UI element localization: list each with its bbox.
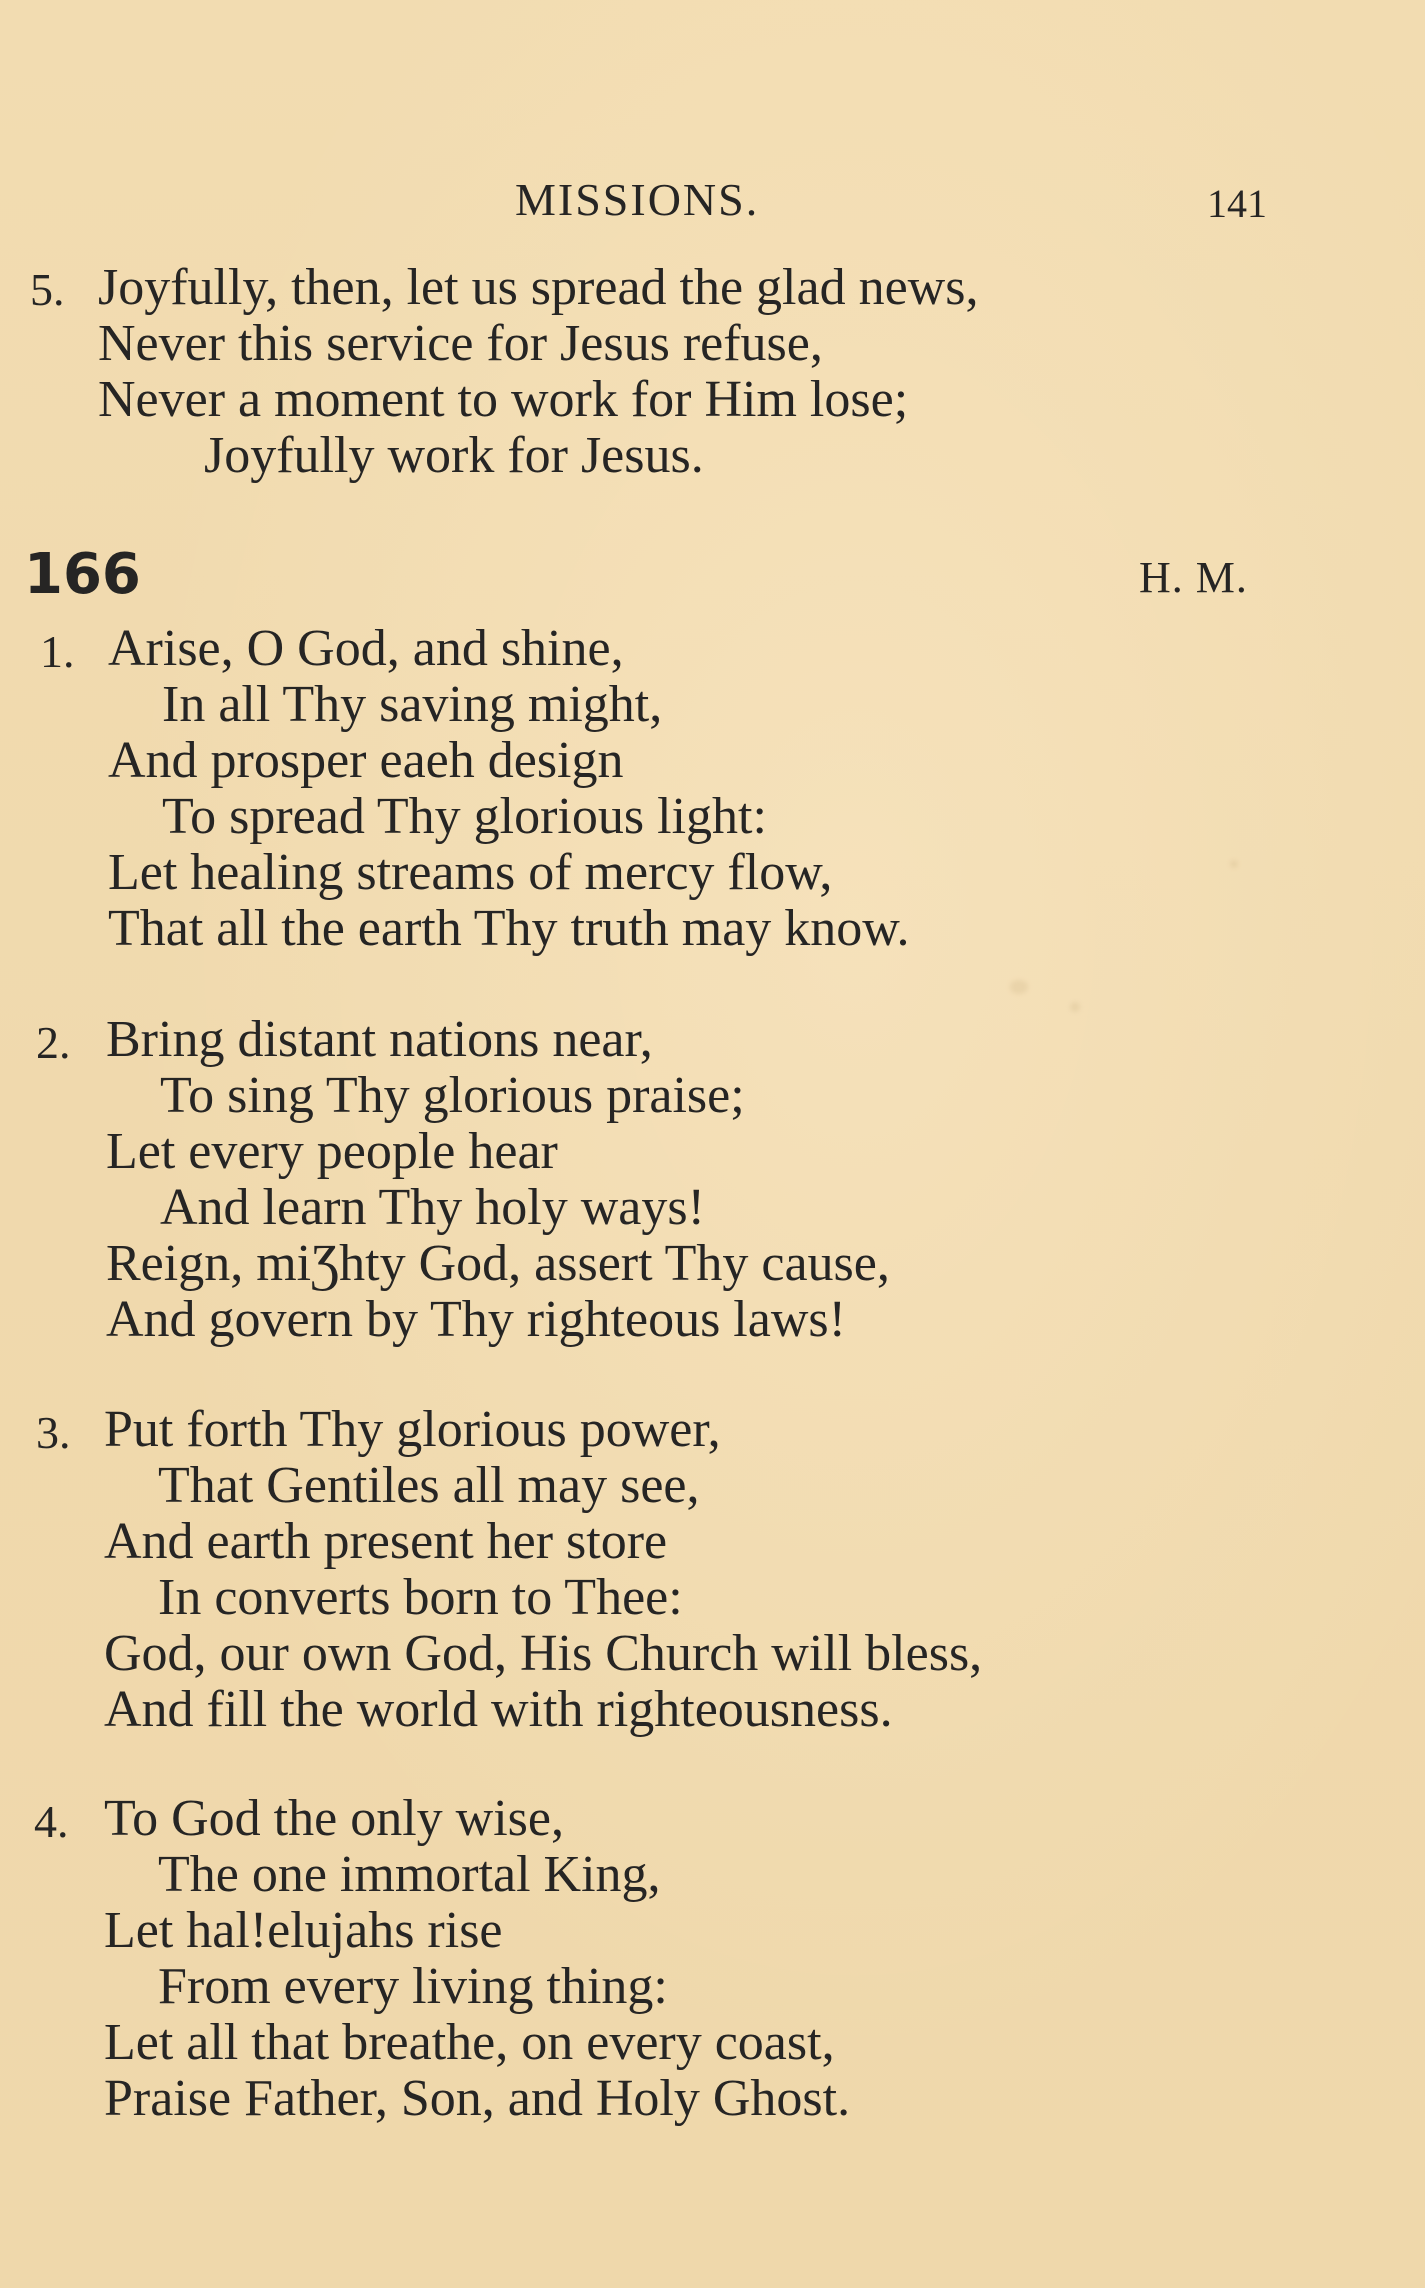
- verse-line: Let every people hear: [106, 1123, 558, 1180]
- verse-line: That all the earth Thy truth may know.: [108, 900, 910, 957]
- verse-line: Joyfully, then, let us spread the glad news,: [98, 259, 979, 316]
- verse-number: 4.: [34, 1796, 69, 1847]
- verse-line: To sing Thy glorious praise;: [160, 1067, 745, 1124]
- running-head: [0, 172, 1425, 232]
- verse-line: To spread Thy glorious light:: [162, 788, 767, 845]
- paper-speck: [1010, 980, 1028, 994]
- verse-line: And earth present her store: [104, 1513, 668, 1570]
- verse-line: Let healing streams of mercy flow,: [108, 844, 833, 901]
- verse-number: 5.: [30, 264, 65, 315]
- hymn-meter: H. M.: [1139, 553, 1248, 602]
- verse-line: And prosper eaeh design: [108, 732, 624, 789]
- page-number: 141: [1207, 181, 1267, 226]
- verse-line: In converts born to Thee:: [158, 1569, 683, 1626]
- verse-line: God, our own God, His Church will bless,: [104, 1625, 983, 1682]
- verse-line: And govern by Thy righteous laws!: [106, 1291, 846, 1348]
- verse-line: That Gentiles all may see,: [158, 1457, 700, 1514]
- verse-line: The one immortal King,: [158, 1846, 661, 1903]
- verse-line: Joyfully work for Jesus.: [204, 427, 704, 484]
- verse-line: From every living thing:: [158, 1958, 668, 2015]
- verse-number: 2.: [36, 1017, 71, 1068]
- verse-line: And fill the world with righteousness.: [104, 1681, 893, 1738]
- verse-line: In all Thy saving might,: [162, 676, 663, 733]
- verse-line: Reign, miƷhty God, assert Thy cause,: [106, 1235, 890, 1292]
- verse-line: Bring distant nations near,: [106, 1011, 653, 1068]
- paper-speck: [1230, 860, 1238, 868]
- verse-line: Let hal!elujahs rise: [104, 1902, 503, 1959]
- verse-line: Arise, O God, and shine,: [108, 620, 624, 677]
- verse-line: Never a moment to work for Him lose;: [98, 371, 909, 428]
- paper-speck: [1070, 1002, 1080, 1012]
- verse-number: 3.: [36, 1407, 71, 1458]
- verse-line: To God the only wise,: [104, 1790, 564, 1847]
- verse-line: Never this service for Jesus refuse,: [98, 315, 823, 372]
- verse-line: Praise Father, Son, and Holy Ghost.: [104, 2070, 851, 2127]
- verse-line: Let all that breathe, on every coast,: [104, 2014, 835, 2071]
- verse-line: Put forth Thy glorious power,: [104, 1401, 721, 1458]
- hymn-number: 166: [24, 542, 141, 607]
- running-title: MISSIONS.: [515, 174, 760, 225]
- verse-line: And learn Thy holy ways!: [160, 1179, 705, 1236]
- verse-number: 1.: [40, 626, 75, 677]
